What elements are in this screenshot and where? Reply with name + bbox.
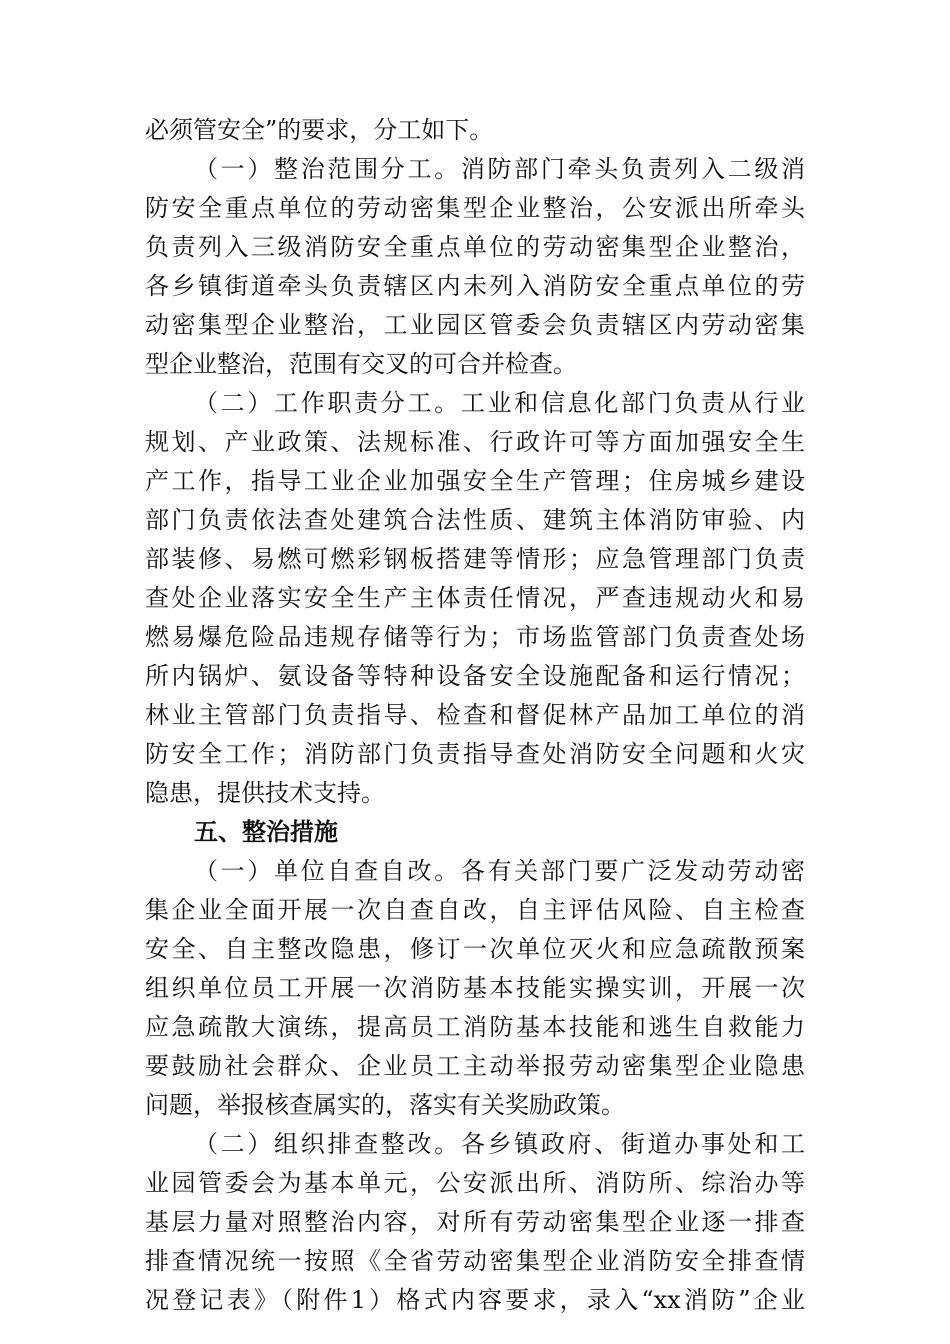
text-line: （二）工作职责分工。工业和信息化部门负责从行业 [194, 389, 805, 417]
text-line: 况登记表》（附件1）格式内容要求，录入“xx消防”企业 [145, 1286, 805, 1314]
text-line: 部装修、易燃可燃彩钢板搭建等情形；应急管理部门负责 [145, 545, 805, 573]
text-line: 业园管委会为基本单元，公安派出所、消防所、综治办等 [145, 1169, 805, 1197]
text-line: 部门负责依法查处建筑合法性质、建筑主体消防审验、内 [145, 506, 805, 534]
text-line: 所内锅炉、氨设备等特种设备安全设施配备和运行情况； [145, 662, 805, 690]
text-line: （一）单位自查自改。各有关部门要广泛发动劳动密 [194, 857, 805, 885]
text-line: 规划、产业政策、法规标准、行政许可等方面加强安全生 [145, 428, 805, 456]
text-line: 问题，举报核查属实的，落实有关奖励政策。 [145, 1091, 625, 1119]
text-line: 应急疏散大演练，提高员工消防基本技能和逃生自救能力 [145, 1013, 805, 1041]
text-line: 防安全工作；消防部门负责指导查处消防安全问题和火灾 [145, 740, 805, 768]
text-line: 必须管安全”的要求，分工如下。 [145, 116, 494, 144]
text-line: 燃易爆危险品违规存储等行为；市场监管部门负责查处场 [145, 623, 805, 651]
text-line: 隐患，提供技术支持。 [145, 779, 385, 807]
text-line: 型企业整治，范围有交叉的可合并检查。 [145, 350, 577, 378]
text-line: 各乡镇街道牵头负责辖区内未列入消防安全重点单位的劳 [145, 272, 805, 300]
text-line: 负责列入三级消防安全重点单位的劳动密集型企业整治， [145, 233, 805, 261]
text-line: 产工作，指导工业企业加强安全生产管理；住房城乡建设 [145, 467, 805, 495]
text-line: （一）整治范围分工。消防部门牵头负责列入二级消 [194, 155, 805, 183]
text-line: 防安全重点单位的劳动密集型企业整治，公安派出所牵头 [145, 194, 805, 222]
section-heading: 五、整治措施 [194, 818, 338, 846]
text-line: 基层力量对照整治内容，对所有劳动密集型企业逐一排查 [145, 1208, 805, 1236]
text-line: 林业主管部门负责指导、检查和督促林产品加工单位的消 [145, 701, 805, 729]
text-line: （二）组织排查整改。各乡镇政府、街道办事处和工 [194, 1130, 805, 1158]
text-line: 查处企业落实安全生产主体责任情况，严查违规动火和易 [145, 584, 805, 612]
text-line: 要鼓励社会群众、企业员工主动举报劳动密集型企业隐患 [145, 1052, 805, 1080]
text-line: 安全、自主整改隐患，修订一次单位灭火和应急疏散预案 [145, 935, 805, 963]
text-line: 动密集型企业整治，工业园区管委会负责辖区内劳动密集 [145, 311, 805, 339]
text-line: 组织单位员工开展一次消防基本技能实操实训，开展一次 [145, 974, 805, 1002]
text-line: 排查情况统一按照《全省劳动密集型企业消防安全排查情 [145, 1247, 805, 1275]
text-line: 集企业全面开展一次自查自改，自主评估风险、自主检查 [145, 896, 805, 924]
